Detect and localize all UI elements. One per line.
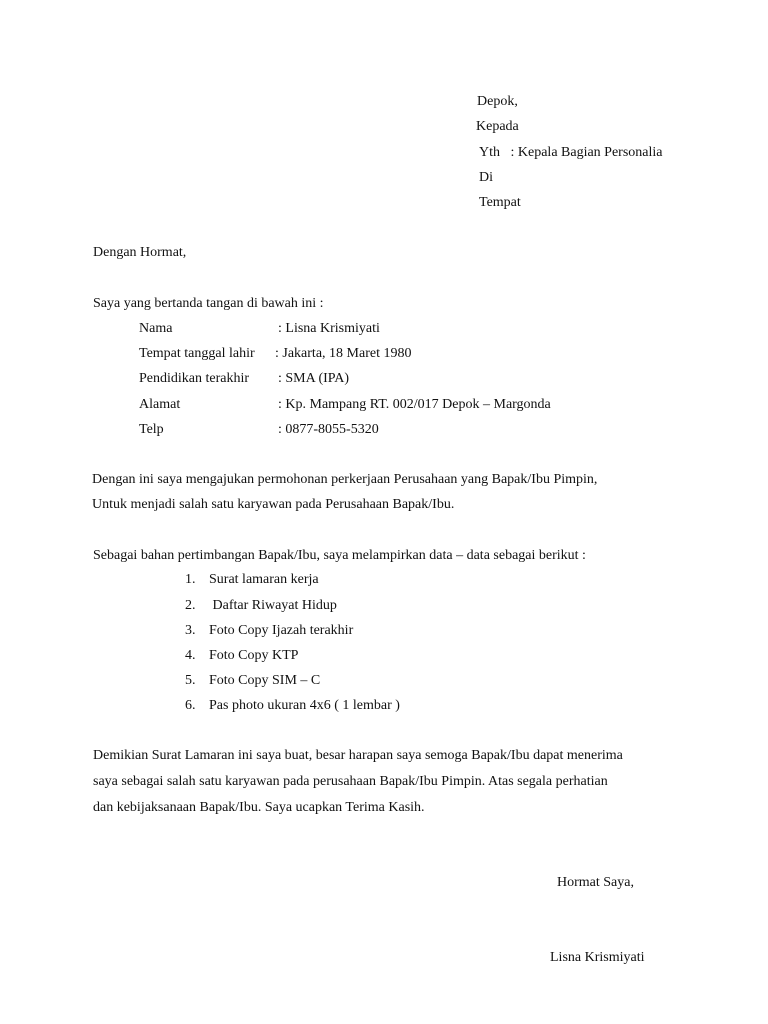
letter-tempat: Tempat xyxy=(479,195,521,210)
list-item-text: Pas photo ukuran 4x6 ( 1 lembar ) xyxy=(209,698,400,713)
field-label-ttl: Tempat tanggal lahir xyxy=(139,346,255,361)
field-label-nama: Nama xyxy=(139,321,173,336)
list-item-number: 1. xyxy=(185,572,196,587)
field-value-ttl: : Jakarta, 18 Maret 1980 xyxy=(275,346,412,361)
list-item-text: Daftar Riwayat Hidup xyxy=(209,598,337,613)
paragraph1-line1: Dengan ini saya mengajukan permohonan perkerjaan Perusahaan yang Bapak/Ibu Pimpin, xyxy=(92,472,598,487)
list-item xyxy=(185,623,353,639)
list-item-text: Surat lamaran kerja xyxy=(209,572,319,587)
list-item-text: Foto Copy Ijazah terakhir xyxy=(209,623,354,638)
list-item xyxy=(185,598,337,614)
list-item xyxy=(185,648,298,664)
list-item-number: 4. xyxy=(185,648,196,663)
list-item-number: 3. xyxy=(185,623,196,638)
field-label-pendidikan: Pendidikan terakhir xyxy=(139,371,250,386)
list-item-number: 6. xyxy=(185,698,196,713)
greeting: Dengan Hormat, xyxy=(93,245,187,260)
list-item-text: Foto Copy SIM – C xyxy=(209,673,321,688)
closing-line2: saya sebagai salah satu karyawan pada perusahaan Bapak/Ibu Pimpin. Atas segala perhatian xyxy=(93,774,608,789)
list-item xyxy=(185,572,319,588)
list-item xyxy=(185,673,320,689)
letter-di: Di xyxy=(479,170,493,185)
field-value-nama: : Lisna Krismiyati xyxy=(278,321,380,336)
field-value-pendidikan: : SMA (IPA) xyxy=(278,371,350,386)
list-item xyxy=(185,698,400,714)
attachments-intro: Sebagai bahan pertimbangan Bapak/Ibu, saya melampirkan data – data sebagai berikut : xyxy=(93,548,586,563)
intro-text: Saya yang bertanda tangan di bawah ini : xyxy=(93,296,324,311)
letter-kepada: Kepada xyxy=(476,119,519,134)
field-label-alamat: Alamat xyxy=(139,397,181,412)
list-item-number: 2. xyxy=(185,598,196,613)
letter-place: Depok, xyxy=(477,94,518,109)
closing-line1: Demikian Surat Lamaran ini saya buat, besar harapan saya semoga Bapak/Ibu dapat menerima xyxy=(93,748,623,763)
closing-line3: dan kebijaksanaan Bapak/Ibu. Saya ucapkan Terima Kasih. xyxy=(93,800,425,815)
letter-recipient: Yth : Kepala Bagian Personalia xyxy=(479,145,663,160)
signoff: Hormat Saya, xyxy=(557,875,634,890)
signature-name: Lisna Krismiyati xyxy=(550,950,645,965)
list-item-number: 5. xyxy=(185,673,196,688)
paragraph1-line2: Untuk menjadi salah satu karyawan pada Perusahaan Bapak/Ibu. xyxy=(92,497,455,512)
list-item-text: Foto Copy KTP xyxy=(209,648,299,663)
field-label-telp: Telp xyxy=(139,422,164,437)
field-value-alamat: : Kp. Mampang RT. 002/017 Depok – Margonda xyxy=(278,397,551,412)
field-value-telp: : 0877-8055-5320 xyxy=(278,422,379,437)
